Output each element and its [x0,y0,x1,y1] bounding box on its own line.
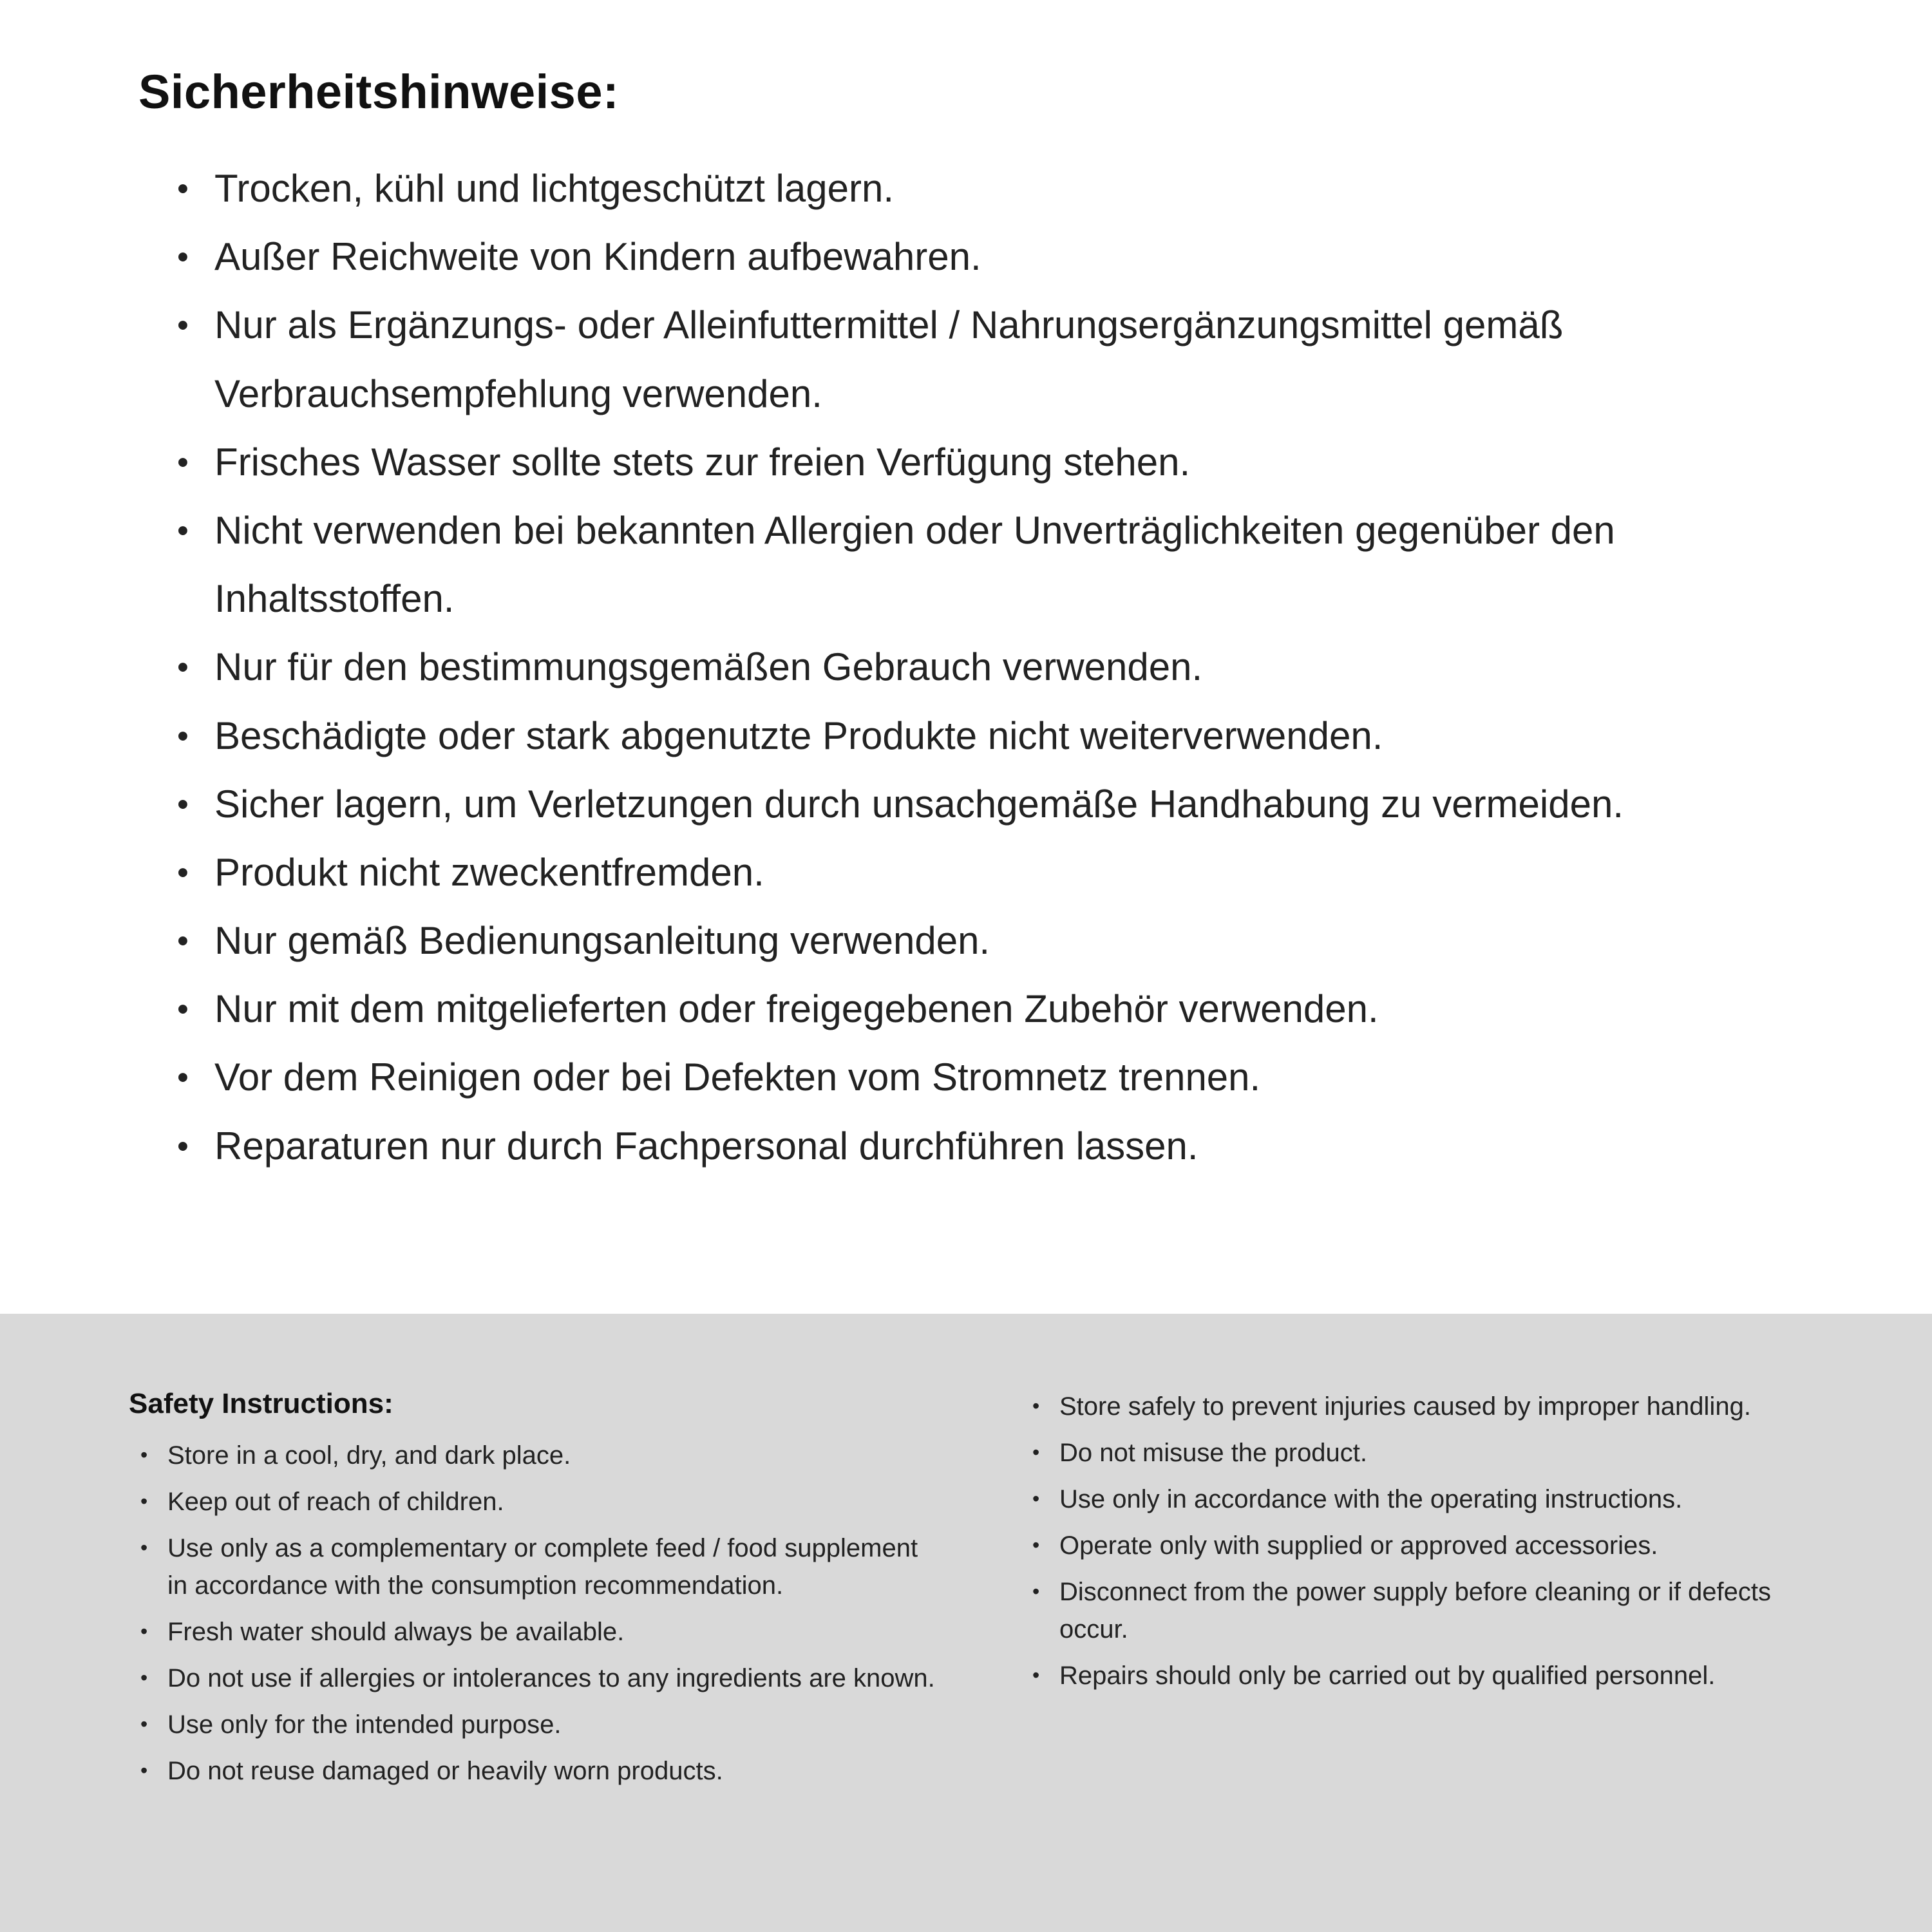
list-item: • Vor dem Reinigen oder bei Defekten vom Stromnetz trennen. [177,1043,1806,1112]
english-right-list [1021,1388,1835,1694]
list-item: • Sicher lagern, um Verletzungen durch unsachgemäße Handhabung zu vermeiden. [177,770,1806,838]
list-item: • Operate only with supplied or approved accessories. [1032,1527,1835,1564]
english-left-column [129,1388,943,1932]
list-item: • Fresh water should always be available. [140,1613,943,1651]
list-item: • Produkt nicht zweckentfremden. [177,838,1806,907]
list-item: • Disconnect from the power supply before cleaning or if defects occur. [1032,1573,1835,1648]
list-item: • Reparaturen nur durch Fachpersonal durchführen lassen. [177,1112,1806,1180]
german-bullet-list [138,155,1806,1180]
list-item: • Use only as a complementary or complete feed / food supplement in accordance with the consumption recommendation. [140,1530,943,1604]
list-item: • Use only for the intended purpose. [140,1706,943,1743]
list-item: • Keep out of reach of children. [140,1483,943,1520]
list-item: • Store safely to prevent injuries caused by improper handling. [1032,1388,1835,1425]
list-item: • Trocken, kühl und lichtgeschützt lagern. [177,155,1806,223]
english-heading: Safety Instructions: [129,1388,393,1419]
list-item: • Nicht verwenden bei bekannten Allergien oder Unverträglichkeiten gegenüber den Inhaltsstoffen. [177,497,1806,633]
list-item: • Beschädigte oder stark abgenutzte Produkte nicht weiterverwenden. [177,702,1806,770]
list-item: • Store in a cool, dry, and dark place. [140,1437,943,1474]
list-item: • Nur für den bestimmungsgemäßen Gebrauch verwenden. [177,633,1806,701]
list-item: • Use only in accordance with the operating instructions. [1032,1481,1835,1518]
list-item: • Do not reuse damaged or heavily worn products. [140,1752,943,1790]
list-item: • Do not misuse the product. [1032,1434,1835,1472]
list-item: • Nur als Ergänzungs- oder Alleinfuttermittel / Nahrungsergänzungsmittel gemäß Verbrauchsempfehlung verwenden. [177,291,1806,428]
english-right-column [1021,1388,1835,1932]
list-item: • Repairs should only be carried out by qualified personnel. [1032,1657,1835,1694]
list-item: • Do not use if allergies or intolerances to any ingredients are known. [140,1660,943,1697]
german-heading: Sicherheitshinweise: [138,65,620,118]
english-left-list [129,1437,943,1790]
list-item: • Frisches Wasser sollte stets zur freien Verfügung stehen. [177,428,1806,497]
list-item: • Nur mit dem mitgelieferten oder freigegebenen Zubehör verwenden. [177,975,1806,1043]
list-item: • Nur gemäß Bedienungsanleitung verwenden. [177,907,1806,975]
english-safety-section [0,1314,1932,1932]
list-item: • Außer Reichweite von Kindern aufbewahren. [177,223,1806,291]
